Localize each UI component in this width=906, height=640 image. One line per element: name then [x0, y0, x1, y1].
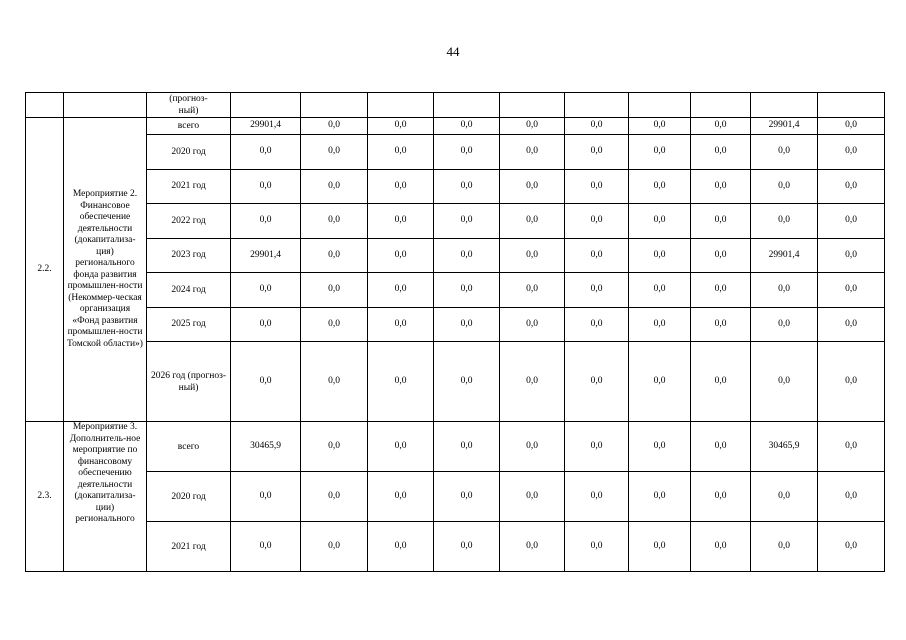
table-row	[26, 522, 885, 572]
value-cell: 0,0	[434, 273, 500, 308]
value-cell: 0,0	[818, 307, 885, 342]
value-cell: 0,0	[818, 273, 885, 308]
row-number-cell	[26, 93, 64, 118]
value-cell: 0,0	[818, 522, 885, 572]
value-cell: 0,0	[500, 472, 565, 522]
event-name-cell	[64, 93, 147, 118]
continuation-row	[26, 93, 885, 118]
period-cell: всего	[147, 422, 231, 472]
value-cell: 0,0	[565, 472, 629, 522]
table-row	[26, 422, 885, 472]
value-cell: 0,0	[629, 342, 691, 422]
value-cell: 0,0	[565, 307, 629, 342]
value-cell: 0,0	[751, 204, 818, 239]
row-number-cell: 2.2.	[26, 118, 64, 422]
value-cell: 0,0	[434, 238, 500, 273]
value-cell	[434, 93, 500, 118]
period-cell: 2024 год	[147, 273, 231, 308]
value-cell: 0,0	[629, 169, 691, 204]
value-cell: 29901,4	[231, 118, 301, 135]
value-cell: 0,0	[565, 522, 629, 572]
event-name-cell: Мероприятие 2. Финансовое обеспечение деятельности (докапитализа-ция) регионального фонда развития промышлен-ности (Некоммер-ческая организация «Фонд развития промышлен-ности Томской области»)	[64, 118, 147, 422]
row-number-cell: 2.3.	[26, 422, 64, 572]
value-cell: 0,0	[629, 204, 691, 239]
value-cell: 0,0	[565, 238, 629, 273]
value-cell: 0,0	[751, 342, 818, 422]
table-row	[26, 204, 885, 239]
value-cell: 0,0	[301, 238, 368, 273]
value-cell: 0,0	[301, 273, 368, 308]
value-cell: 0,0	[368, 422, 434, 472]
value-cell: 0,0	[565, 273, 629, 308]
value-cell: 0,0	[231, 204, 301, 239]
value-cell: 0,0	[434, 118, 500, 135]
value-cell: 0,0	[818, 118, 885, 135]
period-cell: 2021 год	[147, 169, 231, 204]
value-cell: 0,0	[301, 522, 368, 572]
event-name-cell: Мероприятие 3. Дополнитель-ное мероприятие по финансовому обеспечению деятельности (докапитализа-ции) регионального	[64, 422, 147, 572]
value-cell: 0,0	[751, 522, 818, 572]
table-body	[26, 93, 885, 572]
value-cell: 0,0	[368, 472, 434, 522]
value-cell: 30465,9	[751, 422, 818, 472]
value-cell: 0,0	[500, 422, 565, 472]
value-cell: 0,0	[691, 472, 751, 522]
value-cell: 0,0	[434, 204, 500, 239]
value-cell: 0,0	[500, 118, 565, 135]
value-cell: 0,0	[629, 307, 691, 342]
value-cell	[691, 93, 751, 118]
value-cell: 0,0	[434, 522, 500, 572]
value-cell: 0,0	[434, 342, 500, 422]
value-cell: 0,0	[368, 204, 434, 239]
value-cell: 29901,4	[751, 238, 818, 273]
value-cell: 0,0	[691, 204, 751, 239]
value-cell: 0,0	[500, 204, 565, 239]
table-row	[26, 169, 885, 204]
period-cell: 2025 год	[147, 307, 231, 342]
value-cell: 0,0	[231, 342, 301, 422]
value-cell: 0,0	[629, 238, 691, 273]
value-cell: 0,0	[434, 422, 500, 472]
value-cell: 0,0	[565, 135, 629, 170]
value-cell: 0,0	[691, 342, 751, 422]
period-cell: 2021 год	[147, 522, 231, 572]
value-cell: 0,0	[818, 238, 885, 273]
value-cell: 0,0	[434, 307, 500, 342]
value-cell: 29901,4	[231, 238, 301, 273]
value-cell: 0,0	[368, 342, 434, 422]
value-cell	[818, 93, 885, 118]
value-cell: 0,0	[751, 169, 818, 204]
period-cell: (прогноз- ный)	[147, 93, 231, 118]
value-cell: 30465,9	[231, 422, 301, 472]
value-cell: 0,0	[301, 307, 368, 342]
value-cell: 0,0	[629, 135, 691, 170]
value-cell: 0,0	[629, 472, 691, 522]
value-cell	[751, 93, 818, 118]
value-cell: 0,0	[691, 118, 751, 135]
value-cell: 0,0	[565, 118, 629, 135]
value-cell: 0,0	[301, 135, 368, 170]
value-cell: 0,0	[818, 135, 885, 170]
table-row	[26, 307, 885, 342]
value-cell: 0,0	[691, 422, 751, 472]
value-cell: 0,0	[818, 204, 885, 239]
value-cell: 0,0	[301, 342, 368, 422]
page-number: 44	[446, 44, 460, 59]
value-cell: 0,0	[691, 307, 751, 342]
value-cell: 29901,4	[751, 118, 818, 135]
value-cell: 0,0	[818, 169, 885, 204]
value-cell: 0,0	[368, 273, 434, 308]
budget-table	[25, 92, 885, 572]
period-cell: 2020 год	[147, 135, 231, 170]
value-cell: 0,0	[751, 307, 818, 342]
value-cell: 0,0	[751, 472, 818, 522]
value-cell: 0,0	[691, 238, 751, 273]
value-cell: 0,0	[434, 472, 500, 522]
value-cell: 0,0	[691, 522, 751, 572]
value-cell: 0,0	[231, 472, 301, 522]
value-cell: 0,0	[301, 204, 368, 239]
value-cell: 0,0	[691, 169, 751, 204]
value-cell: 0,0	[500, 273, 565, 308]
value-cell: 0,0	[751, 273, 818, 308]
value-cell: 0,0	[368, 307, 434, 342]
value-cell	[500, 93, 565, 118]
value-cell: 0,0	[818, 472, 885, 522]
value-cell: 0,0	[565, 204, 629, 239]
value-cell: 0,0	[500, 169, 565, 204]
value-cell: 0,0	[629, 522, 691, 572]
value-cell: 0,0	[565, 422, 629, 472]
value-cell: 0,0	[301, 169, 368, 204]
table-row	[26, 118, 885, 135]
table-row	[26, 273, 885, 308]
value-cell: 0,0	[231, 307, 301, 342]
value-cell	[565, 93, 629, 118]
value-cell: 0,0	[231, 522, 301, 572]
table-row	[26, 342, 885, 422]
table-row	[26, 238, 885, 273]
value-cell: 0,0	[565, 169, 629, 204]
value-cell: 0,0	[231, 135, 301, 170]
value-cell: 0,0	[818, 342, 885, 422]
value-cell: 0,0	[751, 135, 818, 170]
value-cell: 0,0	[301, 472, 368, 522]
value-cell: 0,0	[434, 169, 500, 204]
value-cell: 0,0	[691, 273, 751, 308]
value-cell: 0,0	[818, 422, 885, 472]
value-cell: 0,0	[500, 522, 565, 572]
value-cell: 0,0	[368, 135, 434, 170]
value-cell	[301, 93, 368, 118]
value-cell: 0,0	[500, 135, 565, 170]
value-cell: 0,0	[368, 118, 434, 135]
value-cell: 0,0	[231, 169, 301, 204]
value-cell: 0,0	[629, 118, 691, 135]
period-cell: 2022 год	[147, 204, 231, 239]
value-cell: 0,0	[368, 522, 434, 572]
period-cell: всего	[147, 118, 231, 135]
value-cell: 0,0	[231, 273, 301, 308]
value-cell: 0,0	[629, 273, 691, 308]
value-cell: 0,0	[434, 135, 500, 170]
value-cell	[629, 93, 691, 118]
value-cell: 0,0	[301, 118, 368, 135]
value-cell: 0,0	[565, 342, 629, 422]
value-cell: 0,0	[301, 422, 368, 472]
table-row	[26, 135, 885, 170]
value-cell: 0,0	[629, 422, 691, 472]
period-cell: 2026 год (прогноз-ный)	[147, 342, 231, 422]
value-cell: 0,0	[368, 169, 434, 204]
value-cell	[368, 93, 434, 118]
value-cell: 0,0	[500, 307, 565, 342]
value-cell: 0,0	[691, 135, 751, 170]
table-row	[26, 472, 885, 522]
value-cell	[231, 93, 301, 118]
value-cell: 0,0	[500, 238, 565, 273]
value-cell: 0,0	[500, 342, 565, 422]
period-cell: 2023 год	[147, 238, 231, 273]
period-cell: 2020 год	[147, 472, 231, 522]
value-cell: 0,0	[368, 238, 434, 273]
